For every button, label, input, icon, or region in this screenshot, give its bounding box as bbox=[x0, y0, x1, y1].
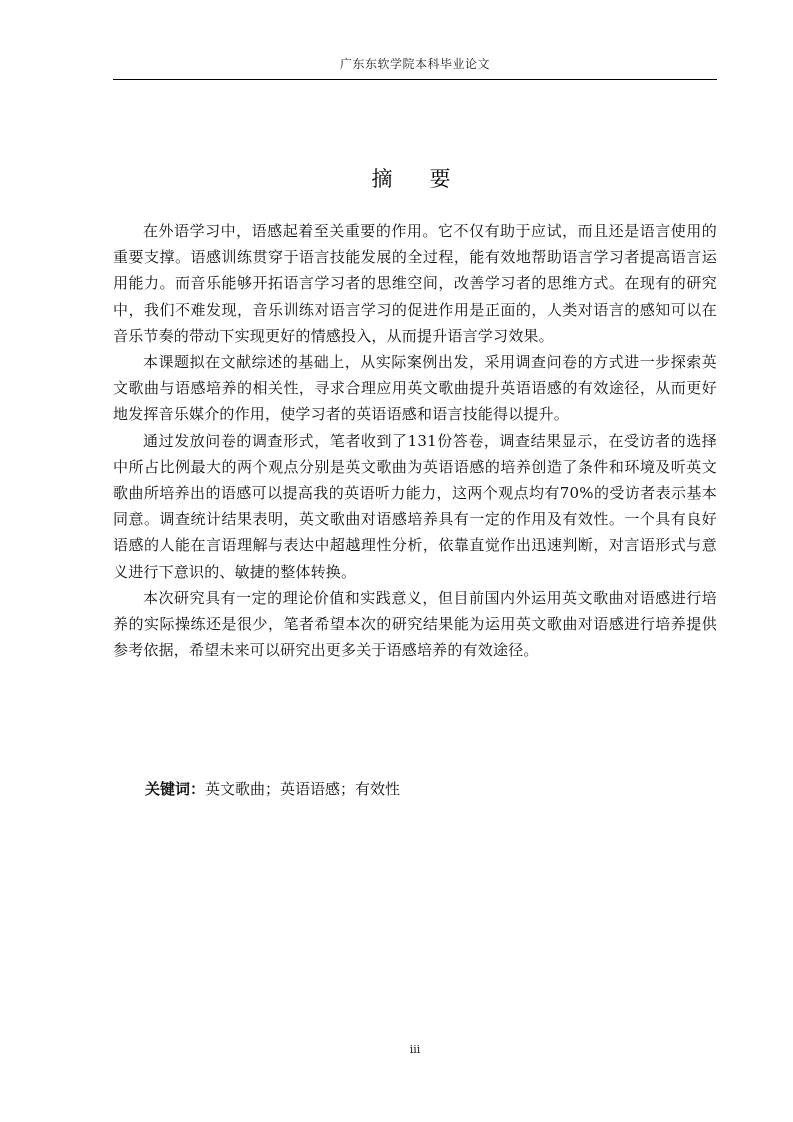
running-header: 广东东软学院本科毕业论文 bbox=[339, 57, 490, 71]
abstract-body bbox=[113, 218, 717, 663]
abstract-paragraph-1: 在外语学习中，语感起着至关重要的作用。它不仅有助于应试，而且还是语言使用的重要支撑。语感训练贯穿于语言技能发展的全过程，能有效地帮助语言学习者提高语言运用能力。而音乐能够开拓语言学习者的思维空间，改善学习者的思维方式。在现有的研究中，我们不难发现，音乐训练对语言学习的促进作用是正面的，人类对语言的感知可以在音乐节奏的带动下实现更好的情感投入，从而提升语言学习效果。 bbox=[113, 222, 717, 345]
abstract-paragraph-4: 本次研究具有一定的理论价值和实践意义，但目前国内外运用英文歌曲对语感进行培养的实际操练还是很少，笔者希望本次的研究结果能为运用英文歌曲对语感进行培养提供参考依据，希望未来可以研究出更多关于语感培养的有效途径。 bbox=[113, 588, 717, 660]
abstract-paragraph-3: 通过发放问卷的调查形式，笔者收到了131份答卷，调查结果显示，在受访者的选择中所占比例最大的两个观点分别是英文歌曲为英语语感的培养创造了条件和环境及听英文歌曲所培养出的语感可以提高我的英语听力能力，这两个观点均有70%的受访者表示基本同意。调查统计结果表明，英文歌曲对语感培养具有一定的作用及有效性。一个具有良好语感的人能在言语理解与表达中超越理性分析，依靠直觉作出迅速判断，对言语形式与意义进行下意识的、敏捷的整体转换。 bbox=[113, 431, 717, 581]
keywords-value: 英文歌曲；英语语感；有效性 bbox=[205, 780, 401, 798]
abstract-title: 摘 要 bbox=[371, 167, 459, 191]
keywords-line bbox=[145, 778, 705, 800]
abstract-paragraph-2: 本课题拟在文献综述的基础上，从实际案例出发，采用调查问卷的方式进一步探索英文歌曲与语感培养的相关性，寻求合理应用英文歌曲提升英语语感的有效途径，从而更好地发挥音乐媒介的作用，使学习者的英语语感和语言技能得以提升。 bbox=[113, 353, 717, 424]
page-number: iii bbox=[409, 1043, 421, 1056]
header-rule bbox=[113, 79, 717, 80]
keywords-label: 关键词： bbox=[145, 780, 206, 798]
